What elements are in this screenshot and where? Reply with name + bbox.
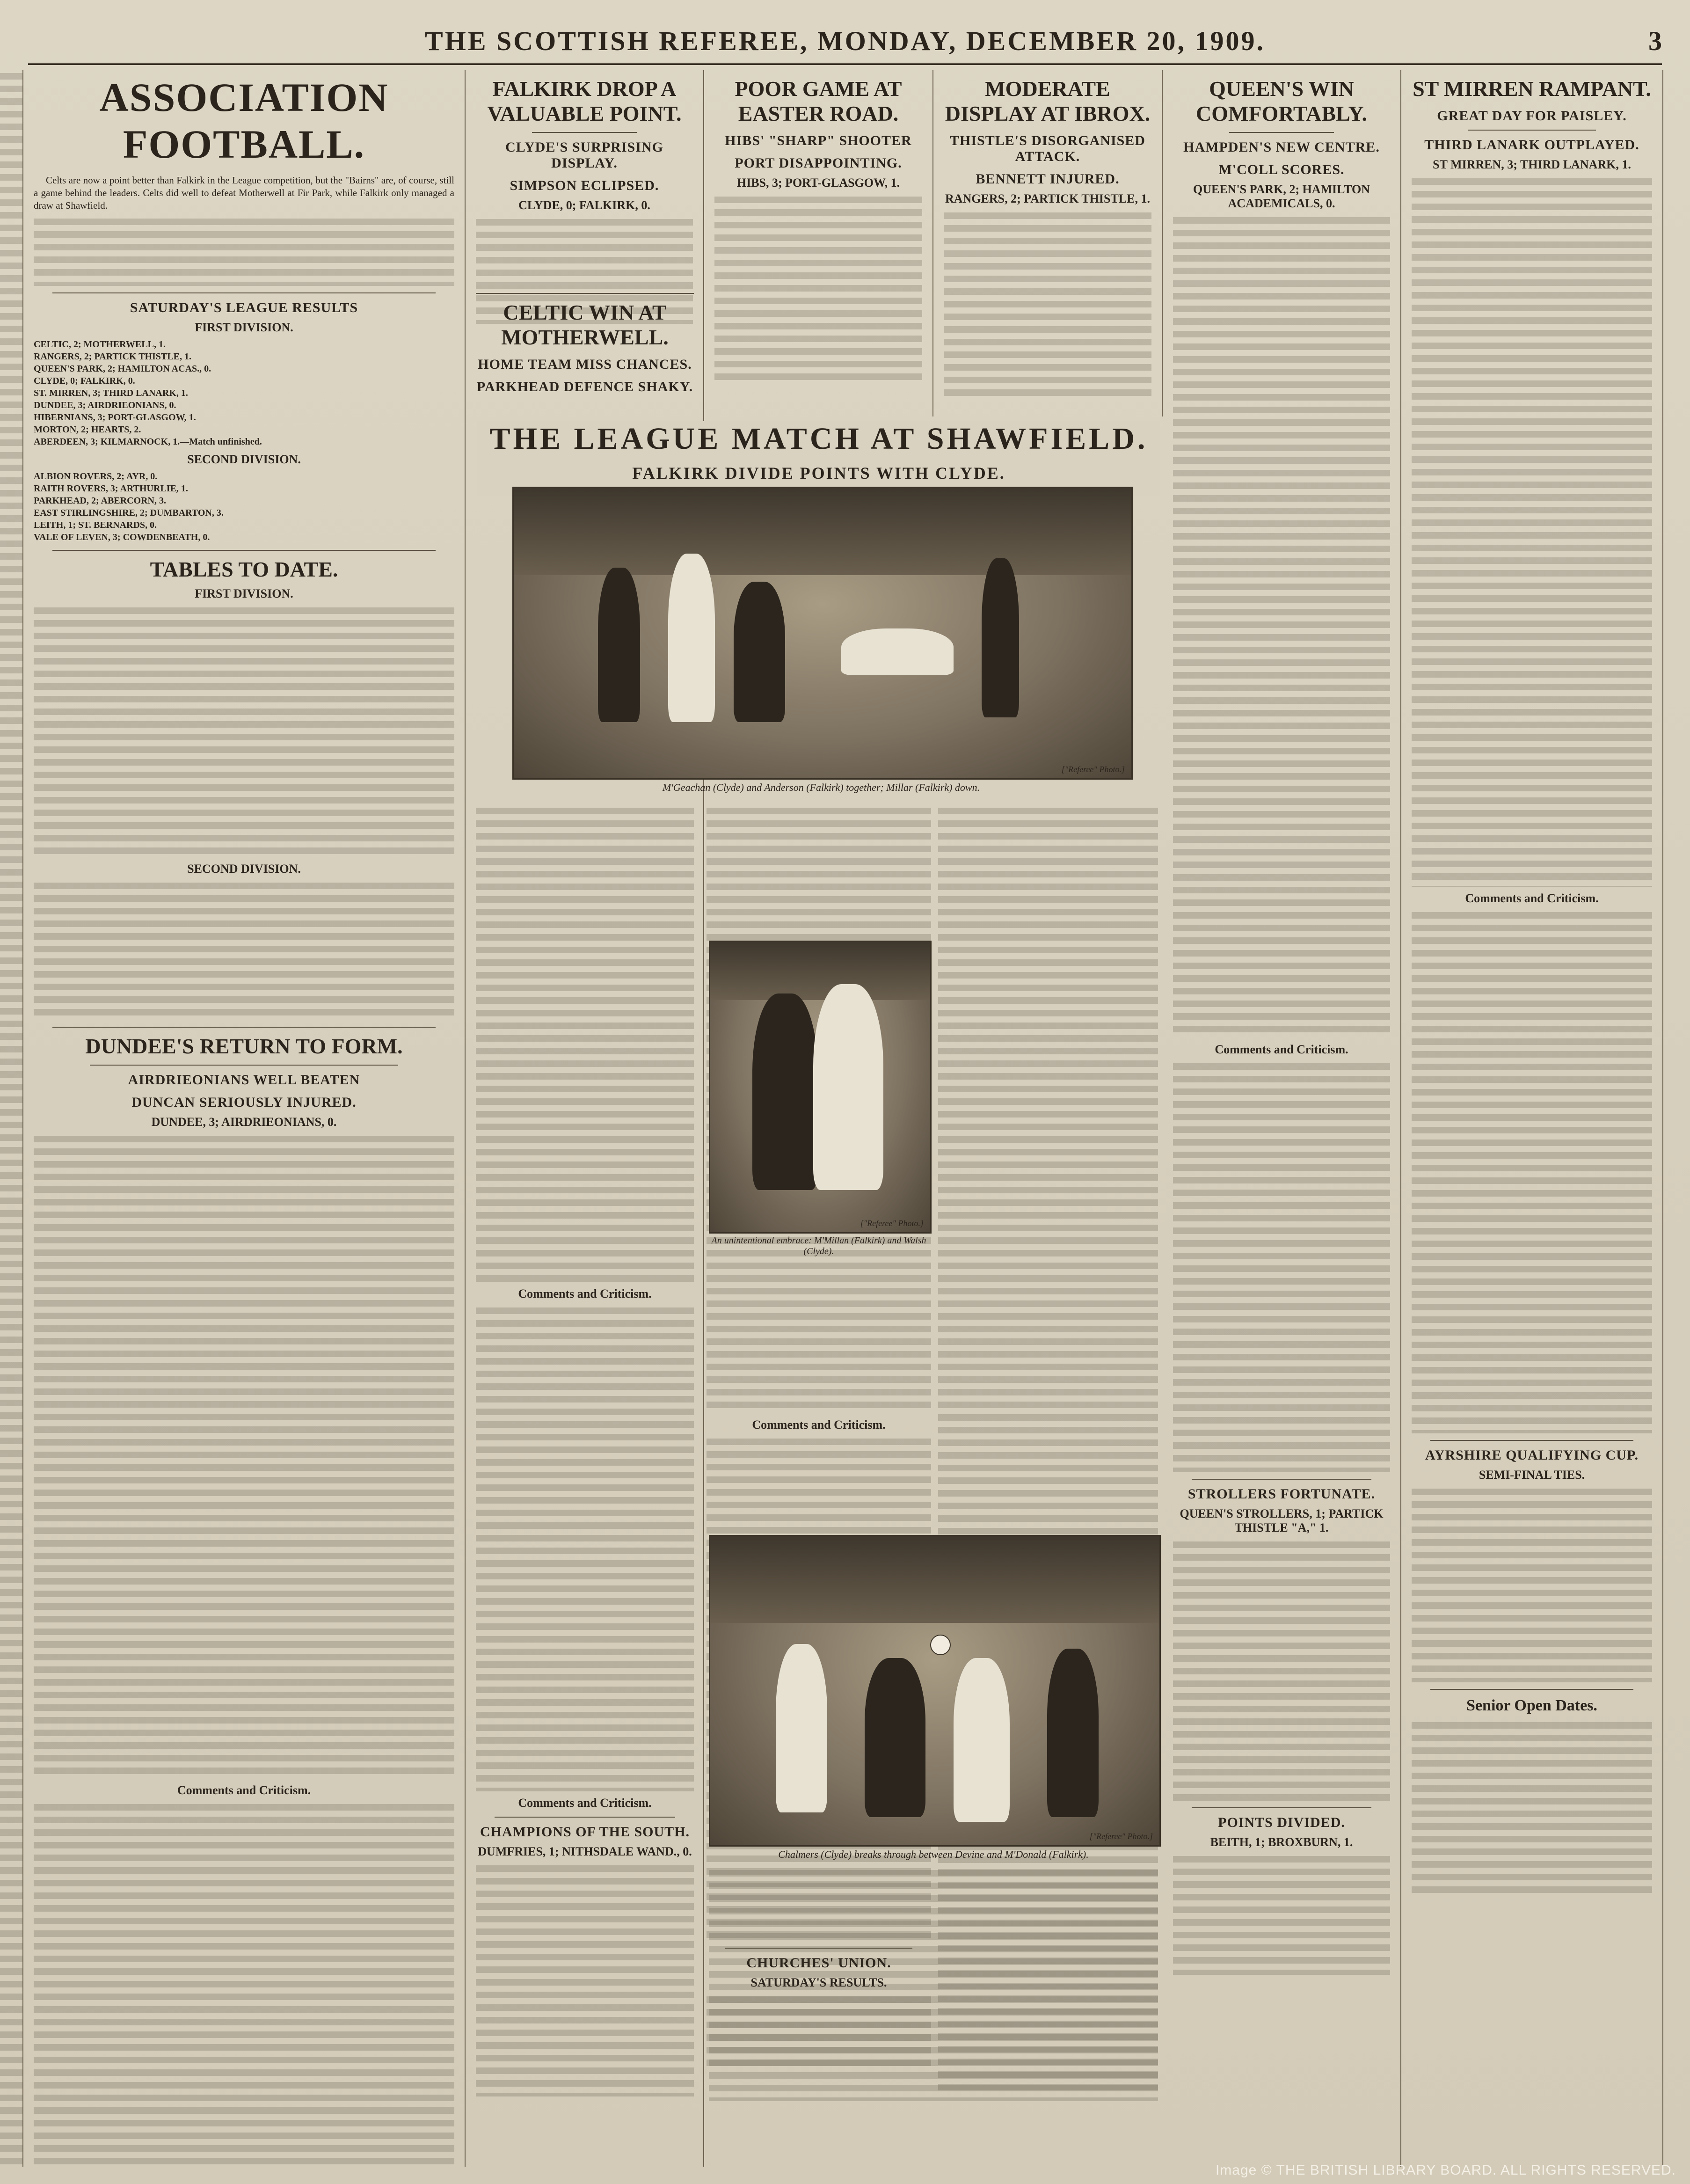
col5-comments-text [1173, 1060, 1390, 1472]
match-photo-3 [709, 1535, 1161, 1847]
champions-score: DUMFRIES, 1; NITHSDALE WAND., 0. [478, 1845, 692, 1858]
col5-comments-heading: Comments and Criticism. [1215, 1042, 1348, 1056]
column-3 [704, 70, 933, 416]
feature-title: THE LEAGUE MATCH AT SHAWFIELD. [489, 422, 1148, 456]
points-headline: POINTS DIVIDED. [1218, 1814, 1345, 1830]
col6-comments-heading: Comments and Criticism. [1465, 891, 1599, 905]
photo2-caption: An unintentional embrace: M'Millan (Falkirk) and Walsh (Clyde). [711, 1235, 926, 1256]
strollers-headline: STROLLERS FORTUNATE. [1187, 1486, 1376, 1502]
result-line: MORTON, 2; HEARTS, 2. [34, 424, 141, 435]
points-score: BEITH, 1; BROXBURN, 1. [1210, 1835, 1353, 1849]
queens-score: QUEEN'S PARK, 2; HAMILTON ACADEMICALS, 0. [1193, 182, 1370, 210]
celtic-sub1: HOME TEAM MISS CHANCES. [478, 356, 692, 372]
stmirren-sub1: GREAT DAY FOR PAISLEY. [1437, 108, 1627, 124]
strollers-score: QUEEN'S STROLLERS, 1; PARTICK THISTLE "A," 1. [1180, 1506, 1384, 1534]
lower-text-left [476, 805, 694, 2162]
column-4 [933, 70, 1163, 416]
champions-headline: CHAMPIONS OF THE SOUTH. [480, 1824, 690, 1840]
stmirren-sub2: THIRD LANARK OUTPLAYED. [1424, 137, 1639, 153]
masthead [28, 21, 1662, 65]
ibrox-sub2: BENNETT INJURED. [976, 171, 1120, 187]
match-photo-1 [512, 487, 1133, 780]
ayrshire-sub: SEMI-FINAL TIES. [1479, 1468, 1585, 1482]
result-line: VALE OF LEVEN, 3; COWDENBEATH, 0. [34, 532, 210, 542]
intro-paragraph: Celts are now a point better than Falkirk in the League competition, but the "Bairns" are, of course, still a game behind the leaders. Celts did well to defeat Motherwell at Fir Park, while Falkirk only managed a draw at Shawfield. [34, 175, 454, 211]
lower-comments-b: Comments and Criticism. [752, 1418, 886, 1432]
falkirk-sub1: CLYDE'S SURPRISING DISPLAY. [505, 139, 663, 171]
celtic-headline: CELTIC WIN AT MOTHERWELL. [501, 300, 669, 349]
senior-open-dates-list [1412, 1719, 1652, 1897]
ibrox-sub1: THISTLE'S DISORGANISED ATTACK. [950, 132, 1145, 164]
result-line: RAITH ROVERS, 3; ARTHURLIE, 1. [34, 483, 188, 494]
photo2-credit: ["Referee" Photo.] [860, 1219, 924, 1228]
strollers-report [1173, 1539, 1390, 1801]
col2-comments-heading: Comments and Criticism. [518, 1796, 652, 1810]
dundee-score: DUNDEE, 3; AIRDRIEONIANS, 0. [151, 1115, 337, 1129]
photo3-caption: Chalmers (Clyde) breaks through between Devine and M'Donald (Falkirk). [778, 1848, 1089, 1860]
results-first-division [34, 338, 454, 448]
below-photo3-text [709, 1867, 1158, 2101]
second-division-label: SECOND DIVISION. [187, 453, 301, 466]
ibrox-score: RANGERS, 2; PARTICK THISTLE, 1. [945, 191, 1151, 205]
result-line: CLYDE, 0; FALKIRK, 0. [34, 376, 135, 386]
photo1-caption: M'Geachan (Clyde) and Anderson (Falkirk) together; Millar (Falkirk) down. [662, 782, 980, 793]
lower-comments-a-text [476, 1305, 694, 1791]
league-table-second-division [34, 880, 454, 1020]
col1-comments-heading: Comments and Criticism. [177, 1783, 311, 1797]
hibs-sub2: PORT DISAPPOINTING. [735, 155, 902, 171]
result-line: ST. MIRREN, 3; THIRD LANARK, 1. [34, 388, 188, 398]
results-second-division [34, 470, 454, 543]
column-2-lower [476, 290, 694, 416]
dundee-sub2: DUNCAN SERIOUSLY INJURED. [131, 1094, 357, 1110]
hibs-headline: POOR GAME AT EASTER ROAD. [735, 77, 902, 125]
match-photo-2 [709, 941, 932, 1234]
stmirren-report [1412, 175, 1652, 887]
result-line: EAST STIRLINGSHIRE, 2; DUMBARTON, 3. [34, 508, 224, 518]
ayrshire-report [1412, 1486, 1652, 1682]
churches-sub: SATURDAY'S RESULTS. [750, 1976, 887, 1989]
column-1 [23, 70, 466, 2167]
lower-comments-a: Comments and Criticism. [518, 1287, 652, 1300]
masthead-title: THE SCOTTISH REFEREE, MONDAY, DECEMBER 20, 1909. [425, 26, 1265, 56]
photo3-credit: ["Referee" Photo.] [1089, 1832, 1153, 1841]
result-line: ABERDEEN, 3; KILMARNOCK, 1.—Match unfinished. [34, 437, 262, 447]
copyright-watermark: Image © THE BRITISH LIBRARY BOARD. ALL RIGHTS RESERVED. [1215, 2162, 1676, 2178]
first-division-label: FIRST DIVISION. [195, 321, 293, 334]
ibrox-report [944, 210, 1151, 397]
falkirk-report-continued [476, 805, 694, 1282]
ayrshire-headline: AYRSHIRE QUALIFYING CUP. [1425, 1447, 1639, 1463]
falkirk-headline: FALKIRK DROP A VALUABLE POINT. [487, 77, 682, 125]
results-heading: SATURDAY'S LEAGUE RESULTS [130, 300, 358, 315]
result-line: CELTIC, 2; MOTHERWELL, 1. [34, 339, 166, 350]
queens-report [1173, 214, 1390, 1038]
champions-report [476, 1863, 694, 2096]
col6-comments-text [1412, 909, 1652, 1433]
hibs-report [714, 194, 922, 381]
ibrox-headline: MODERATE DISPLAY AT IBROX. [945, 77, 1151, 125]
queens-sub1: HAMPDEN'S NEW CENTRE. [1183, 139, 1380, 155]
result-line: ALBION ROVERS, 2; AYR, 0. [34, 471, 158, 482]
feature-subtitle: FALKIRK DIVIDE POINTS WITH CLYDE. [632, 464, 1005, 482]
tables-heading: TABLES TO DATE. [150, 557, 338, 581]
senior-open-dates-heading: Senior Open Dates. [1466, 1696, 1597, 1714]
dundee-report [34, 1133, 454, 1779]
dundee-sub1: AIRDRIEONIANS WELL BEATEN [128, 1072, 360, 1088]
column-6 [1401, 70, 1663, 2167]
result-line: RANGERS, 2; PARTICK THISTLE, 1. [34, 351, 191, 362]
table1-label: FIRST DIVISION. [195, 586, 293, 600]
hibs-score: HIBS, 3; PORT-GLASGOW, 1. [736, 175, 900, 190]
cropped-left-column [0, 70, 23, 2167]
churches-headline: CHURCHES' UNION. [746, 1955, 891, 1971]
stmirren-score: ST MIRREN, 3; THIRD LANARK, 1. [1433, 157, 1631, 171]
league-table-first-division [34, 605, 454, 857]
feature-banner [477, 421, 1160, 496]
result-line: QUEEN'S PARK, 2; HAMILTON ACAS., 0. [34, 364, 211, 374]
result-line: PARKHEAD, 2; ABERCORN, 3. [34, 496, 166, 506]
col1-comments-text [34, 1801, 454, 2167]
falkirk-score: CLYDE, 0; FALKIRK, 0. [518, 198, 650, 212]
result-line: LEITH, 1; ST. BERNARDS, 0. [34, 520, 157, 530]
queens-headline: QUEEN'S WIN COMFORTABLY. [1195, 77, 1368, 125]
bottom-report-text [709, 1867, 1158, 2101]
stmirren-headline: ST MIRREN RAMPANT. [1413, 77, 1651, 101]
page-number: 3 [1648, 26, 1662, 56]
table2-label: SECOND DIVISION. [187, 862, 301, 876]
points-report [1173, 1853, 1390, 1975]
result-line: HIBERNIANS, 3; PORT-GLASGOW, 1. [34, 412, 196, 423]
dundee-headline: DUNDEE'S RETURN TO FORM. [85, 1034, 403, 1058]
result-line: DUNDEE, 3; AIRDRIEONIANS, 0. [34, 400, 176, 410]
queens-sub2: M'COLL SCORES. [1218, 161, 1345, 177]
celtic-sub2: PARKHEAD DEFENCE SHAKY. [476, 379, 693, 394]
photo1-credit: ["Referee" Photo.] [1061, 765, 1125, 774]
text-block [34, 216, 454, 286]
hibs-sub1: HIBS' "SHARP" SHOOTER [725, 132, 912, 148]
column-5 [1163, 70, 1401, 2167]
headline-association-football: ASSOCIATION FOOTBALL. [99, 75, 389, 167]
falkirk-sub2: SIMPSON ECLIPSED. [510, 177, 659, 193]
